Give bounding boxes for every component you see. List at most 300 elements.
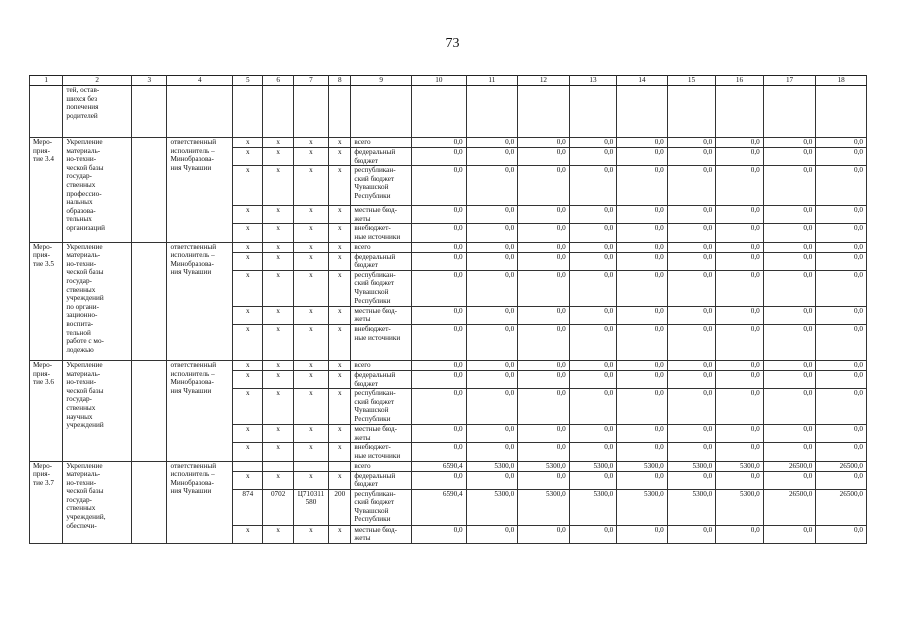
cell-empty: [351, 86, 412, 138]
cell-empty: [518, 86, 570, 138]
budget-code: x: [233, 224, 263, 242]
cell-empty: [412, 86, 467, 138]
budget-code: x: [233, 270, 263, 306]
funding-value: 0,0: [518, 166, 570, 206]
budget-code: x: [263, 166, 293, 206]
funding-value: 0,0: [617, 224, 668, 242]
budget-code: x: [233, 306, 263, 324]
cell-empty: [667, 86, 716, 138]
budget-code: x: [263, 252, 293, 270]
column-number-4: 4: [167, 76, 233, 86]
funding-value: 0,0: [816, 443, 867, 461]
funding-value: 0,0: [412, 206, 467, 224]
cell-empty: [132, 86, 167, 138]
funding-value: 0,0: [617, 525, 668, 543]
funding-value: 0,0: [412, 270, 467, 306]
funding-value: 0,0: [466, 360, 518, 370]
funding-value: 5300,0: [569, 489, 617, 525]
column-number-9: 9: [351, 76, 412, 86]
funding-value: 0,0: [466, 252, 518, 270]
funding-value: 0,0: [518, 270, 570, 306]
funding-value: 0,0: [466, 166, 518, 206]
budget-code: x: [263, 270, 293, 306]
funding-value: 5300,0: [518, 489, 570, 525]
funding-value: 0,0: [667, 370, 716, 388]
funding-value: 0,0: [569, 148, 617, 166]
funding-value: 0,0: [617, 252, 668, 270]
event-name: Укрепление материаль- но-техни- ческой базы государ- ственных учреждений по органи- зационно- воспита- тельной работе с мо- лодежью: [63, 242, 132, 360]
funding-value: 0,0: [617, 138, 668, 148]
funding-value: 0,0: [617, 425, 668, 443]
budget-code: x: [293, 206, 328, 224]
funding-value: 0,0: [716, 270, 764, 306]
budget-code: x: [293, 471, 328, 489]
budget-code: x: [263, 471, 293, 489]
cell-empty: [30, 86, 63, 138]
funding-value: 0,0: [412, 443, 467, 461]
funding-value: 0,0: [716, 306, 764, 324]
cell-empty: [132, 138, 167, 243]
funding-value: 0,0: [569, 425, 617, 443]
budget-code: x: [263, 525, 293, 543]
column-number-13: 13: [569, 76, 617, 86]
funding-value: 0,0: [569, 224, 617, 242]
funding-value: 0,0: [412, 425, 467, 443]
funding-source: местные бюд- жеты: [351, 525, 412, 543]
funding-value: 0,0: [412, 252, 467, 270]
funding-value: 0,0: [412, 360, 467, 370]
column-number-16: 16: [716, 76, 764, 86]
budget-code: x: [329, 270, 351, 306]
budget-code: x: [329, 166, 351, 206]
funding-value: 0,0: [667, 389, 716, 425]
funding-value: 0,0: [716, 324, 764, 360]
funding-value: 5300,0: [716, 489, 764, 525]
budget-code: x: [263, 360, 293, 370]
funding-value: 0,0: [667, 443, 716, 461]
cell-empty: [329, 86, 351, 138]
budget-code: x: [263, 324, 293, 360]
cell-empty: [716, 86, 764, 138]
funding-value: 0,0: [617, 370, 668, 388]
budget-code: x: [293, 443, 328, 461]
funding-value: 0,0: [716, 443, 764, 461]
cell-empty: [293, 86, 328, 138]
funding-value: 0,0: [466, 206, 518, 224]
funding-source: федеральный бюджет: [351, 471, 412, 489]
funding-value: 0,0: [466, 138, 518, 148]
funding-value: 0,0: [569, 443, 617, 461]
funding-value: 0,0: [569, 206, 617, 224]
budget-code: x: [233, 525, 263, 543]
funding-value: 0,0: [716, 370, 764, 388]
funding-value: 0,0: [617, 471, 668, 489]
funding-value: 0,0: [716, 389, 764, 425]
funding-value: 0,0: [816, 471, 867, 489]
funding-value: 0,0: [763, 360, 816, 370]
funding-value: 0,0: [763, 443, 816, 461]
table-row: [30, 242, 867, 252]
funding-value: 0,0: [763, 270, 816, 306]
budget-code: x: [329, 443, 351, 461]
continuation-row: [30, 86, 867, 138]
budget-code: x: [293, 252, 328, 270]
funding-source: республикан- ский бюджет Чувашской Республики: [351, 489, 412, 525]
funding-value: 0,0: [763, 370, 816, 388]
funding-value: 0,0: [617, 206, 668, 224]
funding-value: 0,0: [667, 270, 716, 306]
funding-value: 0,0: [412, 148, 467, 166]
budget-code: x: [293, 425, 328, 443]
budget-code: x: [293, 324, 328, 360]
event-name: Укрепление материаль- но-техни- ческой базы государ- ственных учреждений, обеспечи-: [63, 461, 132, 543]
funding-value: 6590,4: [412, 461, 467, 471]
budget-code: x: [293, 360, 328, 370]
funding-value: 0,0: [816, 306, 867, 324]
funding-value: 0,0: [816, 252, 867, 270]
budget-code: [293, 461, 328, 471]
event-id: Меро- прия- тие 3.7: [30, 461, 63, 543]
funding-value: 0,0: [466, 324, 518, 360]
funding-value: 0,0: [518, 224, 570, 242]
funding-value: 0,0: [763, 224, 816, 242]
budget-code: x: [263, 443, 293, 461]
event-executor: ответственный исполнитель – Минобразова- ния Чувашии: [167, 461, 233, 543]
cell-empty: [132, 461, 167, 543]
cell-empty: [466, 86, 518, 138]
funding-value: 0,0: [816, 166, 867, 206]
funding-value: 0,0: [466, 148, 518, 166]
budget-code: x: [293, 224, 328, 242]
funding-value: 0,0: [518, 425, 570, 443]
table-row: [30, 138, 867, 148]
funding-value: 5300,0: [617, 461, 668, 471]
column-number-3: 3: [132, 76, 167, 86]
budget-code: x: [233, 389, 263, 425]
funding-value: 0,0: [617, 360, 668, 370]
funding-value: 0,0: [466, 471, 518, 489]
budget-code: 874: [233, 489, 263, 525]
funding-value: 0,0: [569, 324, 617, 360]
event-id: Меро- прия- тие 3.6: [30, 360, 63, 461]
funding-value: 0,0: [763, 306, 816, 324]
funding-value: 0,0: [518, 525, 570, 543]
funding-value: 0,0: [412, 138, 467, 148]
event-name-continued: тей, остав- шихся без попечения родителей: [63, 86, 132, 138]
column-number-7: 7: [293, 76, 328, 86]
funding-value: 0,0: [816, 389, 867, 425]
funding-value: 0,0: [667, 224, 716, 242]
funding-value: 5300,0: [466, 489, 518, 525]
funding-value: 5300,0: [466, 461, 518, 471]
column-number-5: 5: [233, 76, 263, 86]
budget-code: [329, 461, 351, 471]
funding-value: 0,0: [412, 242, 467, 252]
funding-value: 0,0: [617, 270, 668, 306]
funding-value: 0,0: [518, 138, 570, 148]
budget-code: x: [329, 138, 351, 148]
funding-value: 0,0: [617, 306, 668, 324]
funding-source: федеральный бюджет: [351, 252, 412, 270]
budget-code: x: [233, 443, 263, 461]
funding-value: 0,0: [518, 206, 570, 224]
budget-code: x: [329, 306, 351, 324]
budget-code: x: [293, 525, 328, 543]
funding-value: 0,0: [569, 252, 617, 270]
funding-value: 5300,0: [569, 461, 617, 471]
budget-code: x: [263, 370, 293, 388]
funding-value: 0,0: [518, 252, 570, 270]
funding-value: 0,0: [667, 306, 716, 324]
column-number-18: 18: [816, 76, 867, 86]
budget-code: x: [329, 242, 351, 252]
funding-value: 0,0: [412, 166, 467, 206]
column-number-2: 2: [63, 76, 132, 86]
page-number: 73: [445, 36, 460, 51]
funding-value: 0,0: [617, 389, 668, 425]
column-number-6: 6: [263, 76, 293, 86]
funding-value: 0,0: [763, 425, 816, 443]
funding-value: 0,0: [466, 242, 518, 252]
budget-code: [263, 461, 293, 471]
funding-value: 0,0: [518, 148, 570, 166]
cell-empty: [569, 86, 617, 138]
budget-code: x: [233, 242, 263, 252]
funding-value: 0,0: [763, 471, 816, 489]
funding-value: 5300,0: [667, 461, 716, 471]
funding-value: 0,0: [617, 166, 668, 206]
event-executor: ответственный исполнитель – Минобразова- ния Чувашии: [167, 360, 233, 461]
budget-code: x: [263, 148, 293, 166]
funding-value: 0,0: [518, 370, 570, 388]
funding-value: 0,0: [569, 270, 617, 306]
funding-value: 0,0: [667, 166, 716, 206]
table-row: [30, 461, 867, 471]
budget-code: x: [329, 370, 351, 388]
funding-value: 0,0: [763, 389, 816, 425]
funding-value: 0,0: [716, 525, 764, 543]
funding-source: внебюджет- ные источники: [351, 224, 412, 242]
funding-value: 0,0: [518, 306, 570, 324]
funding-value: 0,0: [518, 360, 570, 370]
budget-code: x: [329, 206, 351, 224]
budget-code: x: [329, 252, 351, 270]
funding-value: 0,0: [763, 525, 816, 543]
funding-value: 26500,0: [763, 461, 816, 471]
column-number-17: 17: [763, 76, 816, 86]
budget-code: x: [233, 206, 263, 224]
budget-code: x: [329, 324, 351, 360]
funding-value: 0,0: [816, 138, 867, 148]
funding-value: 0,0: [763, 324, 816, 360]
funding-value: 0,0: [763, 206, 816, 224]
budget-code: x: [263, 224, 293, 242]
budget-code: x: [293, 138, 328, 148]
funding-value: 0,0: [569, 389, 617, 425]
event-id: Меро- прия- тие 3.5: [30, 242, 63, 360]
column-number-15: 15: [667, 76, 716, 86]
column-number-row: [30, 76, 867, 86]
funding-value: 0,0: [667, 360, 716, 370]
budget-code: x: [233, 166, 263, 206]
column-number-14: 14: [617, 76, 668, 86]
funding-source: всего: [351, 242, 412, 252]
table-body: [30, 86, 867, 544]
funding-value: 0,0: [716, 425, 764, 443]
budget-code: x: [293, 306, 328, 324]
funding-value: 0,0: [763, 166, 816, 206]
cell-empty: [233, 86, 263, 138]
funding-value: 0,0: [412, 525, 467, 543]
budget-code: x: [293, 370, 328, 388]
column-number-12: 12: [518, 76, 570, 86]
budget-code: x: [263, 206, 293, 224]
funding-value: 5300,0: [617, 489, 668, 525]
funding-value: 0,0: [816, 324, 867, 360]
funding-value: 0,0: [763, 242, 816, 252]
cell-empty: [167, 86, 233, 138]
funding-value: 0,0: [716, 166, 764, 206]
budget-code: x: [263, 138, 293, 148]
event-executor: ответственный исполнитель – Минобразова- ния Чувашии: [167, 138, 233, 243]
funding-value: 0,0: [716, 224, 764, 242]
funding-value: 0,0: [716, 360, 764, 370]
funding-value: 0,0: [816, 525, 867, 543]
budget-code: x: [263, 425, 293, 443]
funding-value: 0,0: [816, 148, 867, 166]
funding-table: [29, 75, 867, 544]
funding-value: 0,0: [569, 138, 617, 148]
funding-value: 0,0: [716, 242, 764, 252]
budget-code: x: [329, 360, 351, 370]
budget-code: x: [329, 224, 351, 242]
funding-value: 0,0: [569, 360, 617, 370]
budget-code: x: [233, 324, 263, 360]
funding-value: 0,0: [816, 425, 867, 443]
funding-value: 0,0: [466, 443, 518, 461]
budget-code: x: [263, 389, 293, 425]
funding-value: 26500,0: [763, 489, 816, 525]
funding-value: 0,0: [667, 206, 716, 224]
funding-source: местные бюд- жеты: [351, 425, 412, 443]
funding-value: 0,0: [412, 224, 467, 242]
event-id: Меро- прия- тие 3.4: [30, 138, 63, 243]
funding-value: 0,0: [667, 324, 716, 360]
funding-value: 0,0: [412, 324, 467, 360]
budget-code: x: [233, 148, 263, 166]
funding-value: 0,0: [412, 306, 467, 324]
funding-value: 0,0: [617, 148, 668, 166]
funding-source: республикан- ский бюджет Чувашской Республики: [351, 389, 412, 425]
funding-value: 0,0: [569, 306, 617, 324]
funding-value: 0,0: [763, 148, 816, 166]
funding-value: 0,0: [667, 471, 716, 489]
funding-value: 0,0: [569, 525, 617, 543]
funding-value: 0,0: [569, 471, 617, 489]
funding-value: 0,0: [816, 224, 867, 242]
budget-code: 200: [329, 489, 351, 525]
budget-code: x: [329, 525, 351, 543]
budget-code: x: [293, 148, 328, 166]
funding-value: 0,0: [716, 252, 764, 270]
funding-source: всего: [351, 138, 412, 148]
funding-value: 0,0: [518, 443, 570, 461]
funding-source: республикан- ский бюджет Чувашской Республики: [351, 166, 412, 206]
budget-code: x: [293, 242, 328, 252]
funding-value: 0,0: [667, 252, 716, 270]
budget-code: x: [233, 360, 263, 370]
budget-code: x: [233, 252, 263, 270]
funding-source: федеральный бюджет: [351, 148, 412, 166]
column-number-8: 8: [329, 76, 351, 86]
funding-value: 0,0: [466, 425, 518, 443]
cell-empty: [617, 86, 668, 138]
budget-code: 0702: [263, 489, 293, 525]
funding-value: 0,0: [569, 166, 617, 206]
budget-code: Ц710311 580: [293, 489, 328, 525]
funding-value: 0,0: [816, 206, 867, 224]
budget-code: x: [263, 242, 293, 252]
funding-source: всего: [351, 461, 412, 471]
budget-code: x: [233, 138, 263, 148]
funding-source: местные бюд- жеты: [351, 306, 412, 324]
funding-value: 0,0: [617, 324, 668, 360]
funding-value: 0,0: [716, 206, 764, 224]
funding-source: внебюджет- ные источники: [351, 324, 412, 360]
funding-value: 0,0: [667, 148, 716, 166]
funding-value: 0,0: [518, 242, 570, 252]
funding-value: 0,0: [667, 425, 716, 443]
budget-code: x: [263, 306, 293, 324]
funding-value: 0,0: [617, 443, 668, 461]
budget-code: x: [293, 166, 328, 206]
funding-value: 0,0: [816, 370, 867, 388]
cell-empty: [816, 86, 867, 138]
funding-source: федеральный бюджет: [351, 370, 412, 388]
funding-value: 0,0: [412, 370, 467, 388]
funding-value: 0,0: [667, 138, 716, 148]
funding-value: 6590,4: [412, 489, 467, 525]
funding-value: 0,0: [667, 525, 716, 543]
funding-value: 0,0: [667, 242, 716, 252]
budget-code: x: [233, 471, 263, 489]
funding-value: 0,0: [569, 242, 617, 252]
funding-value: 0,0: [816, 360, 867, 370]
column-number-1: 1: [30, 76, 63, 86]
funding-value: 5300,0: [667, 489, 716, 525]
event-name: Укрепление материаль- но-техни- ческой базы государ- ственных научных учреждений: [63, 360, 132, 461]
budget-code: x: [329, 471, 351, 489]
budget-code: x: [329, 148, 351, 166]
funding-value: 0,0: [466, 370, 518, 388]
cell-empty: [132, 242, 167, 360]
funding-value: 0,0: [466, 389, 518, 425]
cell-empty: [132, 360, 167, 461]
funding-value: 0,0: [518, 471, 570, 489]
funding-value: 26500,0: [816, 461, 867, 471]
funding-value: 0,0: [518, 389, 570, 425]
cell-empty: [763, 86, 816, 138]
funding-value: 0,0: [716, 471, 764, 489]
funding-value: 0,0: [716, 148, 764, 166]
funding-value: 0,0: [466, 224, 518, 242]
funding-source: всего: [351, 360, 412, 370]
column-number-11: 11: [466, 76, 518, 86]
budget-code: x: [233, 370, 263, 388]
funding-value: 0,0: [763, 252, 816, 270]
funding-value: 0,0: [466, 270, 518, 306]
budget-code: x: [329, 389, 351, 425]
